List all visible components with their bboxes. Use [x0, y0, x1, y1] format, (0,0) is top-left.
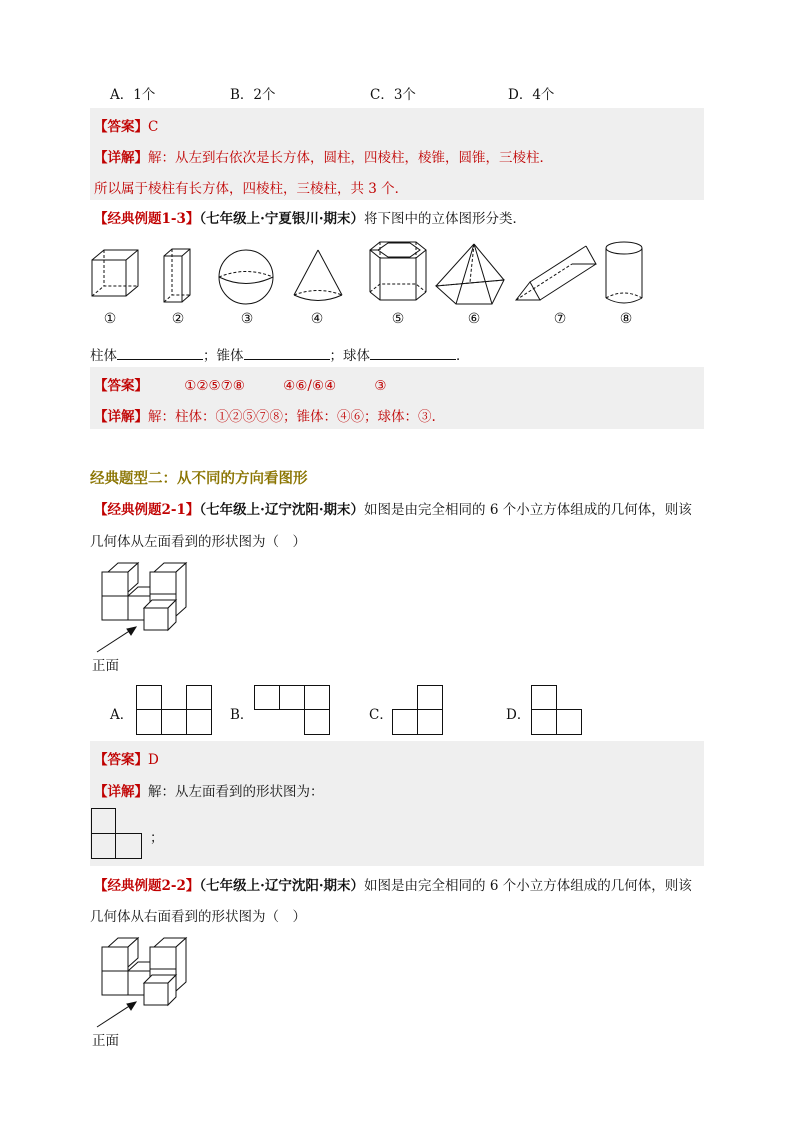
- cylinder-shape: [606, 242, 642, 303]
- detail-text: 解：从左到右依次是长方体，圆柱，四棱柱，棱锥，圆锥，三棱柱．: [148, 150, 553, 166]
- option-d: D．4个: [508, 87, 555, 103]
- fill-label-sphere: ；球体: [329, 348, 370, 364]
- cube-assembly-figure: [0, 555, 794, 665]
- option-a-label: A．: [110, 707, 134, 723]
- blank-cone[interactable]: [244, 347, 330, 360]
- example-source: （七年级上·辽宁沈阳·期末）: [199, 878, 365, 894]
- option-d-figure: [531, 685, 587, 737]
- front-label: 正面: [92, 658, 119, 674]
- pyramid-shape: [436, 244, 504, 304]
- cube-assembly-figure-2: [0, 930, 794, 1040]
- answer-value-cone: ④⑥/⑥④: [283, 378, 337, 394]
- detail-line-4: [94, 780, 324, 800]
- answer-figure: [91, 808, 147, 864]
- shape-caption-2: ②: [171, 311, 185, 327]
- example-2-2-text-2: 几何体从右面看到的形状图为（ ）: [90, 909, 306, 925]
- option-a: A．1个: [110, 87, 156, 103]
- option-c-label: C．: [369, 707, 393, 723]
- example-text: 如图是由完全相同的 6 个小立方体组成的几何体，则该: [364, 502, 692, 518]
- answer-tag: 【答案】: [94, 378, 148, 394]
- example-text: 将下图中的立体图形分类．: [364, 211, 527, 227]
- detail-line: [94, 146, 553, 166]
- square-prism-shape: [164, 249, 190, 302]
- option-b-figure: [254, 685, 334, 737]
- detail-end: .: [431, 409, 436, 425]
- answer-value-prism: ①②⑤⑦⑧: [184, 378, 245, 394]
- example-source: （七年级上·辽宁沈阳·期末）: [199, 502, 365, 518]
- option-b: B．2个: [230, 87, 276, 103]
- option-c-figure: [392, 685, 448, 737]
- answer-figure-semicolon: ；: [150, 830, 164, 846]
- detail-tag: 【详解】: [94, 784, 148, 800]
- example-tag: 【经典例题2-2】: [94, 878, 200, 894]
- answer-tag: 【答案】: [94, 752, 148, 768]
- shape-caption-1: ①: [103, 311, 117, 327]
- shape-caption-5: ⑤: [391, 311, 405, 327]
- example-2-2-heading: [94, 874, 692, 894]
- answer-tag: 【答案】: [94, 119, 148, 135]
- triangular-prism-shape: [516, 246, 596, 300]
- detail-p2: ；锥体：: [283, 409, 337, 425]
- detail-line-3: [94, 405, 436, 425]
- front-label-2: 正面: [92, 1033, 119, 1049]
- sphere-shape: [219, 250, 273, 304]
- shape-caption-4: ④: [310, 311, 324, 327]
- detail-p1: 解：柱体：: [148, 409, 216, 425]
- detail-v3: ③: [418, 409, 432, 425]
- example-2-1-heading: [94, 498, 692, 518]
- answer-line-2: [94, 374, 386, 394]
- detail-p3: ；球体：: [364, 409, 418, 425]
- example-tag: 【经典例题1-3】: [94, 211, 200, 227]
- detail-line-2: 所以属于棱柱有长方体，四棱柱，三棱柱，共 3 个．: [94, 181, 409, 197]
- detail-tag: 【详解】: [94, 150, 148, 166]
- fill-label-cone: ；锥体: [203, 348, 244, 364]
- detail-v2: ④⑥: [337, 409, 364, 425]
- example-source: （七年级上·宁夏银川·期末）: [199, 211, 365, 227]
- example-2-1-text-2: 几何体从左面看到的形状图为（ ）: [90, 534, 306, 550]
- option-b-label: B．: [230, 707, 254, 723]
- example-tag: 【经典例题2-1】: [94, 502, 200, 518]
- shape-caption-7: ⑦: [553, 311, 567, 327]
- answer-line: [94, 115, 158, 135]
- hexagonal-prism-shape: [370, 242, 426, 300]
- example-text: 如图是由完全相同的 6 个小立方体组成的几何体，则该: [364, 878, 692, 894]
- option-c: C．3个: [370, 87, 416, 103]
- section-title: 经典题型二：从不同的方向看图形: [90, 470, 308, 487]
- blank-prism[interactable]: [117, 347, 203, 360]
- option-d-label: D．: [506, 707, 531, 723]
- shape-caption-3: ③: [240, 311, 254, 327]
- example-1-3-heading: [94, 207, 526, 227]
- answer-value: C: [148, 119, 159, 135]
- fill-end: ．: [456, 348, 470, 364]
- option-a-figure: [136, 685, 216, 737]
- fill-label-prism: 柱体: [90, 348, 117, 364]
- answer-value: D: [148, 752, 159, 768]
- shape-caption-8: ⑧: [619, 311, 633, 327]
- blank-sphere[interactable]: [370, 347, 456, 360]
- cuboid-shape: [92, 250, 138, 296]
- answer-value-sphere: ③: [374, 378, 387, 394]
- answer-line-3: [94, 748, 159, 768]
- shape-caption-6: ⑥: [467, 311, 481, 327]
- answer-block-3: [90, 741, 704, 866]
- fill-blank-line: [90, 344, 470, 364]
- cone-shape: [294, 250, 342, 301]
- detail-v1: ①②⑤⑦⑧: [215, 409, 283, 425]
- detail-tag: 【详解】: [94, 409, 148, 425]
- detail-text: 解：从左面看到的形状图为：: [148, 784, 324, 800]
